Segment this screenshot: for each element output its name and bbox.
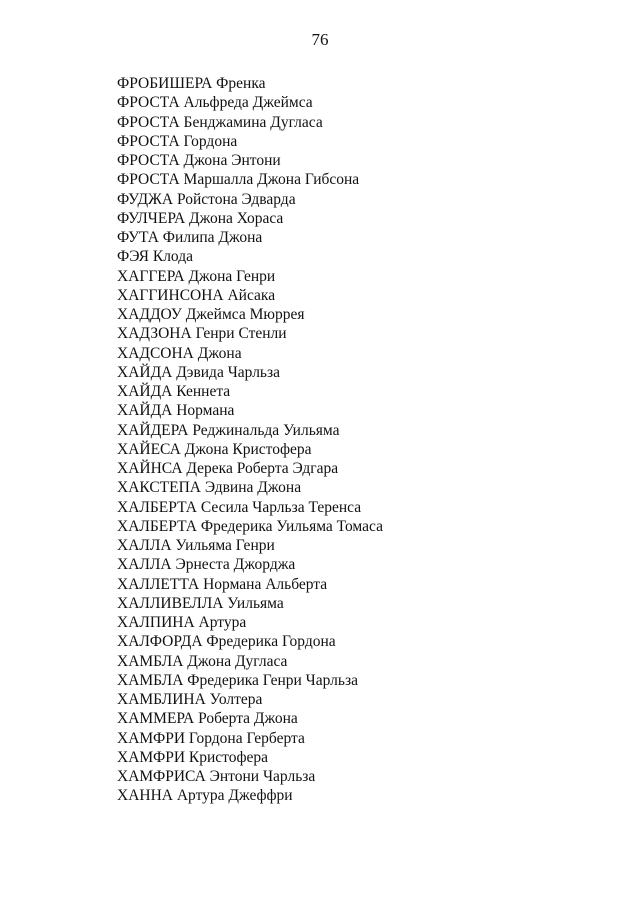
list-item: ХАЙДА Нормана (117, 402, 235, 420)
name-list (117, 74, 383, 806)
list-item: ХАЛЛЕТТА Нормана Альберта (117, 575, 328, 593)
list-item: ХАЛЛА Эрнеста Джорджа (117, 556, 296, 574)
list-item: ХАЛБЕРТА Сесила Чарльза Теренса (117, 498, 362, 516)
list-item: ХАЙДА Дэвида Чарльза (117, 363, 281, 381)
list-item: ХАМФРИСА Энтони Чарльза (117, 768, 316, 785)
list-item: ХАКСТЕПА Эдвина Джона (117, 479, 302, 497)
list-item: ХАЛЛА Уильяма Генри (117, 537, 275, 554)
list-item: ХАЙДА Кеннета (117, 383, 231, 400)
list-item: ФУТА Филипа Джона (117, 229, 263, 246)
list-item: ФРОСТА Джона Энтони (117, 152, 281, 169)
list-item: ФРОСТА Гордона (117, 132, 238, 150)
list-item: ХАЛБЕРТА Фредерика Уильяма Томаса (117, 517, 383, 535)
list-item: ХАДСОНА Джона (117, 344, 242, 362)
list-item: ХАМБЛИНА Уолтера (117, 691, 263, 708)
list-item: ХАЙНСА Дерека Роберта Эдгара (117, 460, 339, 477)
list-item: ХАМБЛА Фредерика Генри Чарльза (117, 671, 358, 689)
list-item: ХАЛФОРДА Фредерика Гордона (117, 633, 336, 651)
list-item: ХАЛПИНА Артура (117, 614, 247, 631)
list-item: ХАМБЛА Джона Дугласа (117, 652, 288, 670)
list-item: ХАГГИНСОНА Айсака (117, 286, 276, 304)
list-item: ХАДДОУ Джеймса Мюррея (117, 306, 305, 323)
list-item: ФЭЯ Клода (117, 248, 193, 266)
list-item: ХАЛЛИВЕЛЛА Уильяма (117, 594, 284, 612)
list-item: ХАЙДЕРА Реджинальда Уильяма (117, 421, 340, 439)
list-item: ХАМФРИ Кристофера (117, 748, 269, 766)
list-item: ХАДЗОНА Генри Стенли (117, 325, 287, 343)
list-item: ФУЛЧЕРА Джона Хораса (117, 209, 284, 227)
list-item: ХАЙЕСА Джона Кристофера (117, 440, 312, 458)
list-item: ФРОСТА Маршалла Джона Гибсона (117, 171, 360, 189)
list-item: ХАГГЕРА Джона Генри (117, 267, 276, 285)
list-item: ХАМФРИ Гордона Герберта (117, 729, 305, 747)
page-number: 76 (311, 30, 329, 49)
list-item: ФРОСТА Бенджамина Дугласа (117, 113, 323, 131)
list-item: ХАННА Артура Джеффри (117, 787, 293, 805)
list-item: ФРОБИШЕРА Френка (117, 75, 266, 92)
list-item: ХАММЕРА Роберта Джона (117, 710, 298, 728)
list-item: ФРОСТА Альфреда Джеймса (117, 94, 313, 112)
list-item: ФУДЖА Ройстона Эдварда (117, 190, 296, 208)
